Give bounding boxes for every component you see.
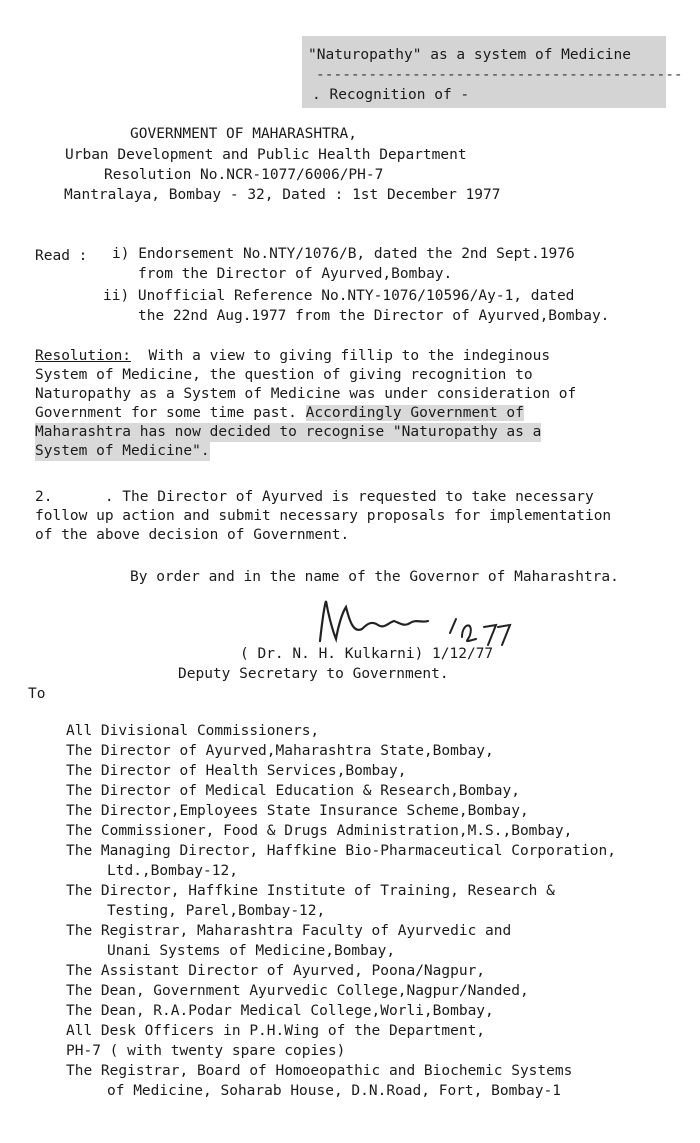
document-subject: "Naturopathy" as a system of Medicine	[308, 47, 632, 63]
distribution-item: The Managing Director, Haffkine Bio-Pharmaceutical Corporation,	[66, 843, 616, 859]
distribution-item-cont: Testing, Parel,Bombay-12,	[107, 903, 326, 919]
distribution-item-cont: Unani Systems of Medicine,Bombay,	[107, 943, 396, 959]
signatory-designation: Deputy Secretary to Government.	[178, 666, 449, 682]
resolution-line-6: System of Medicine".	[35, 443, 210, 459]
distribution-item: PH-7 ( with twenty spare copies)	[66, 1043, 346, 1059]
distribution-item: The Director of Ayurved,Maharashtra State,Bombay,	[66, 743, 494, 759]
distribution-item-cont: of Medicine, Soharab House, D.N.Road, Fort, Bombay-1	[107, 1083, 561, 1099]
resolution-text-1: With a view to giving fillip to the indeginous	[131, 348, 551, 364]
distribution-item: The Dean, Government Ayurvedic College,Nagpur/Nanded,	[66, 983, 529, 999]
distribution-item: The Assistant Director of Ayurved, Poona/Nagpur,	[66, 963, 486, 979]
distribution-item: The Registrar, Maharashtra Faculty of Ayurvedic and	[66, 923, 512, 939]
by-order-line: By order and in the name of the Governor of Maharashtra.	[130, 569, 619, 585]
distribution-item: All Divisional Commissioners,	[66, 723, 320, 739]
resolution-line-3: Naturopathy as a System of Medicine was under consideration of	[35, 386, 577, 402]
distribution-item: The Director of Medical Education & Research,Bombay,	[66, 783, 520, 799]
distribution-item: The Dean, R.A.Podar Medical College,Worli,Bombay,	[66, 1003, 494, 1019]
paragraph-2-line-3: of the above decision of Government.	[35, 527, 350, 543]
resolution-number: Resolution No.NCR-1077/6006/PH-7	[104, 167, 384, 183]
resolution-text-4a: Government for some time past.	[35, 405, 306, 421]
read-item-2-cont: the 22nd Aug.1977 from the Director of Ayurved,Bombay.	[138, 308, 610, 324]
resolution-label: Resolution:	[35, 348, 132, 364]
government-name: GOVERNMENT OF MAHARASHTRA,	[130, 126, 357, 142]
resolution-text-4b: Accordingly Government of	[305, 405, 524, 421]
place-and-date: Mantralaya, Bombay - 32, Dated : 1st December 1977	[64, 187, 501, 203]
to-label: To	[28, 686, 46, 702]
distribution-item: The Director of Health Services,Bombay,	[66, 763, 407, 779]
read-item-1: i) Endorsement No.NTY/1076/B, dated the 2nd Sept.1976	[112, 246, 575, 262]
read-label: Read :	[35, 248, 88, 264]
department-name: Urban Development and Public Health Department	[65, 147, 467, 163]
resolution-line-2: System of Medicine, the question of giving recognition to	[35, 367, 533, 383]
read-item-1-cont: from the Director of Ayurved,Bombay.	[138, 266, 453, 282]
signatory-name: ( Dr. N. H. Kulkarni) 1/12/77	[240, 646, 494, 662]
paragraph-2-line-1: 2. . The Director of Ayurved is requested to take necessary	[35, 489, 594, 505]
distribution-item: The Director, Haffkine Institute of Training, Research &	[66, 883, 555, 899]
distribution-item: The Registrar, Board of Homoeopathic and Biochemic Systems	[66, 1063, 573, 1079]
subject-underline: ------------------------------------------	[316, 67, 683, 83]
distribution-item: The Director,Employees State Insurance Scheme,Bombay,	[66, 803, 529, 819]
resolution-line-1	[35, 347, 550, 366]
subject-recognition: . Recognition of -	[312, 87, 470, 103]
resolution-line-5: Maharashtra has now decided to recognise "Naturopathy as a	[35, 424, 542, 440]
read-item-2: ii) Unofficial Reference No.NTY-1076/10596/Ay-1, dated	[103, 288, 575, 304]
distribution-item: The Commissioner, Food & Drugs Administration,M.S.,Bombay,	[66, 823, 573, 839]
distribution-item-cont: Ltd.,Bombay-12,	[107, 863, 238, 879]
distribution-item: All Desk Officers in P.H.Wing of the Department,	[66, 1023, 486, 1039]
resolution-line-4	[35, 404, 524, 423]
paragraph-2-line-2: follow up action and submit necessary proposals for implementation	[35, 508, 612, 524]
